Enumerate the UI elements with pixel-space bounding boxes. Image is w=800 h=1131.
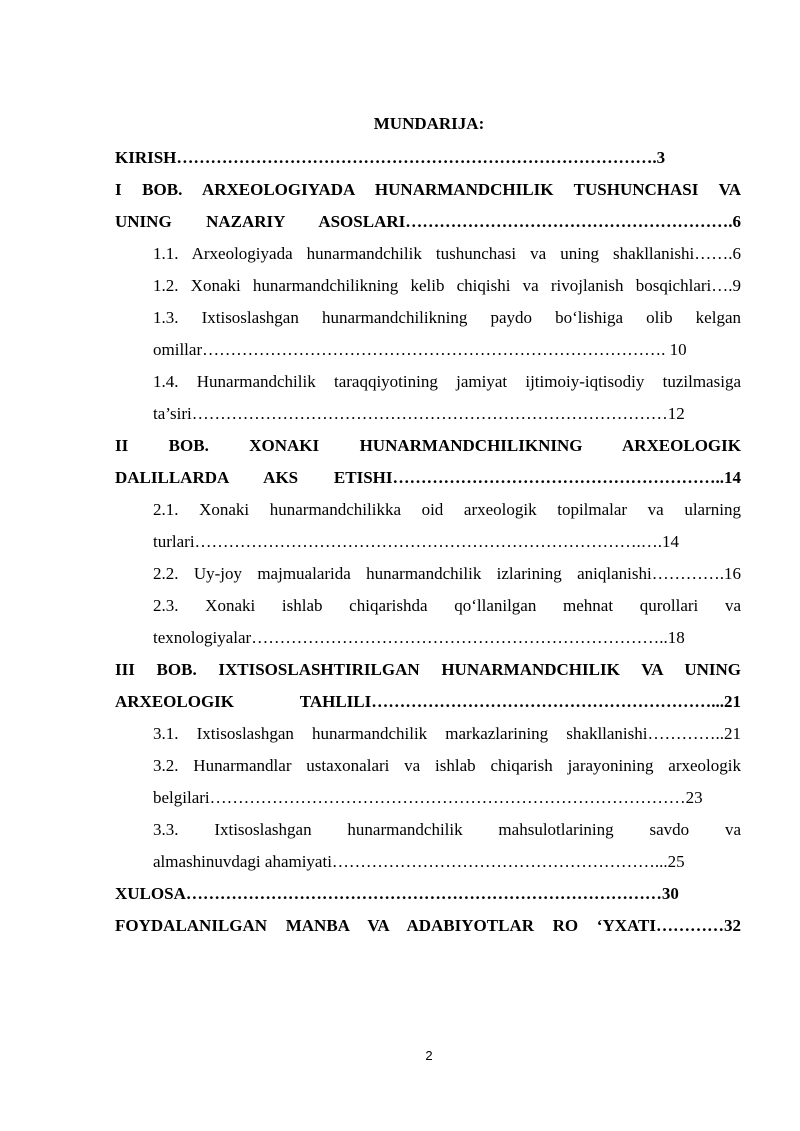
toc-section-2-2: 2.2. Uy-joy majmualarida hunarmandchilik izlarining aniqlanishi………….16	[153, 564, 741, 583]
table-of-contents	[115, 142, 741, 942]
toc-section-3-3: almashinuvdagi ahamiyati…………………………………………………...25	[153, 852, 685, 871]
toc-chapter-3-heading: ARXEOLOGIK TAHLILI……………………………………………………...21	[115, 692, 741, 711]
toc-section-1-3: omillar………………………………………………………………………. 10	[153, 340, 687, 359]
toc-section-3-2: 3.2. Hunarmandlar ustaxonalari va ishlab chiqarish jarayonining arxeologik	[153, 756, 741, 775]
toc-chapter-1-heading: UNING NAZARIY ASOSLARI………………………………………………….6	[115, 212, 741, 231]
toc-section-2-3: texnologiyalar………………………………………………………………..18	[153, 628, 685, 647]
toc-section-3-2: belgilari…………………………………………………………………………23	[153, 788, 703, 807]
toc-section-3-3: 3.3. Ixtisoslashgan hunarmandchilik mahsulotlarining savdo va	[153, 820, 741, 839]
toc-entry-conclusion: XULOSA…………………………………………………………………………30	[115, 884, 679, 903]
toc-section-2-3: 2.3. Xonaki ishlab chiqarishda qo‘llanilgan mehnat qurollari va	[153, 596, 741, 615]
toc-chapter-3-heading: III BOB. IXTISOSLASHTIRILGAN HUNARMANDCHILIK VA UNING	[115, 660, 741, 679]
toc-section-1-3: 1.3. Ixtisoslashgan hunarmandchilikning paydo bo‘lishiga olib kelgan	[153, 308, 741, 327]
toc-chapter-2-heading: II BOB. XONAKI HUNARMANDCHILIKNING ARXEOLOGIK	[115, 436, 741, 455]
toc-entry-introduction: KIRISH………………………………………………………………………….3	[115, 148, 666, 167]
toc-chapter-1-heading: I BOB. ARXEOLOGIYADA HUNARMANDCHILIK TUSHUNCHASI VA	[115, 180, 741, 199]
toc-section-1-2: 1.2. Xonaki hunarmandchilikning kelib chiqishi va rivojlanish bosqichlari….9	[153, 276, 741, 295]
toc-section-1-4: ta’siri…………………………………………………………………………12	[153, 404, 685, 423]
toc-chapter-2-heading: DALILLARDA AKS ETISHI…………………………………………………..14	[115, 468, 741, 487]
page-title: MUNDARIJA:	[373, 114, 485, 133]
toc-section-1-1: 1.1. Arxeologiyada hunarmandchilik tushunchasi va uning shakllanishi…….6	[153, 244, 741, 263]
page-number: 2	[425, 1048, 433, 1063]
toc-section-2-1: 2.1. Xonaki hunarmandchilikka oid arxeologik topilmalar va ularning	[153, 500, 741, 519]
toc-section-1-4: 1.4. Hunarmandchilik taraqqiyotining jamiyat ijtimoiy-iqtisodiy tuzilmasiga	[153, 372, 741, 391]
toc-section-3-1: 3.1. Ixtisoslashgan hunarmandchilik markazlarining shakllanishi…………..21	[153, 724, 741, 743]
toc-entry-references: FOYDALANILGAN MANBA VA ADABIYOTLAR RO ‘YXATI…………32	[115, 916, 741, 935]
toc-section-2-1: turlari…………………………………………………………………….….14	[153, 532, 680, 551]
